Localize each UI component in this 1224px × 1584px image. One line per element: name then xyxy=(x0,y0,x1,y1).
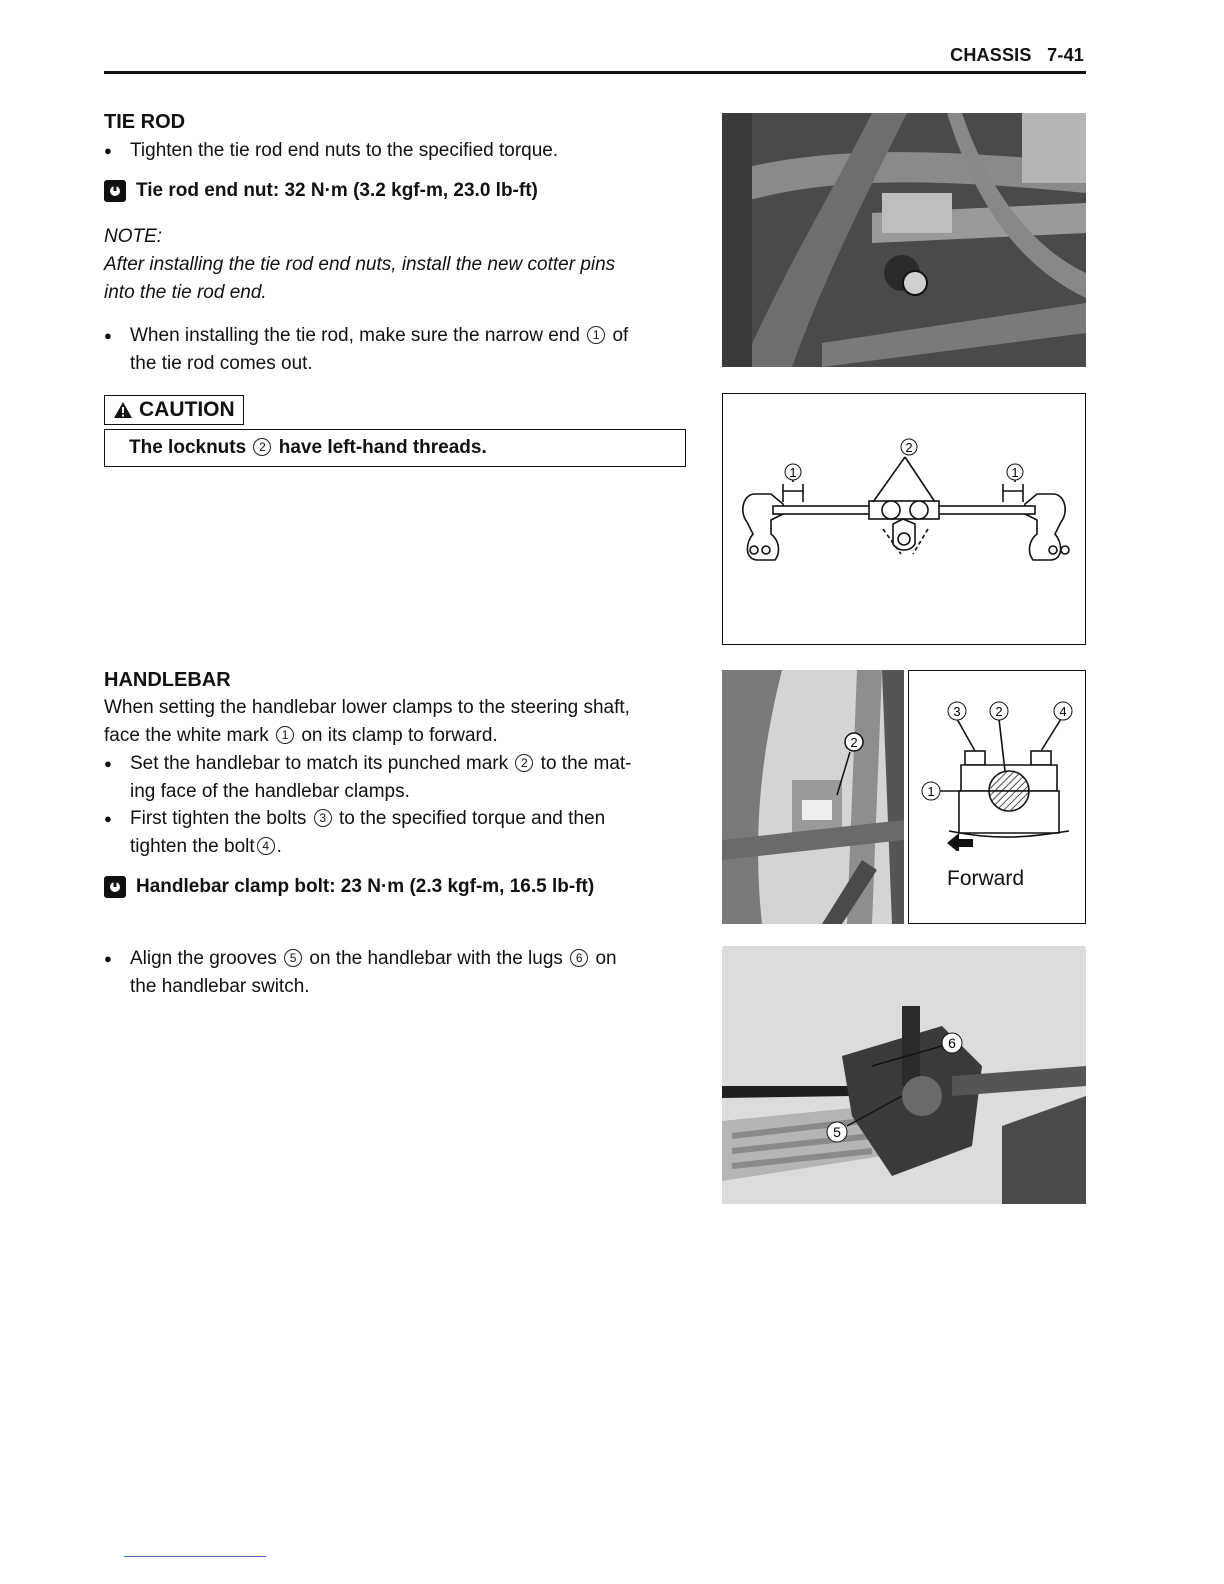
header-rule xyxy=(104,71,1086,74)
handlebar-bullet-2-text-c: tighten the bolt xyxy=(130,836,255,857)
diagram-marker-1: 1 xyxy=(927,784,935,799)
marker-5: 5 xyxy=(284,949,302,967)
note-line-1: After installing the tie rod end nuts, install the new cotter pins xyxy=(104,254,616,275)
caution-text-b: have left-hand threads. xyxy=(278,437,487,458)
tie-rod-bullet-1 xyxy=(104,137,688,165)
diagram-marker-1-right: 1 xyxy=(1011,465,1019,480)
tie-rod-torque-spec xyxy=(104,180,538,202)
forward-label: Forward xyxy=(947,867,1025,890)
header-section: CHASSIS xyxy=(950,45,1032,65)
handlebar-torque-text: Handlebar clamp bolt: 23 N·m (2.3 kgf-m, 16.5 lb-ft) xyxy=(136,876,595,897)
handlebar-intro-text-a: face the white mark xyxy=(104,725,269,746)
caution-tag xyxy=(104,395,244,425)
tie-rod-diagram xyxy=(722,393,1086,645)
handlebar-intro-line-2 xyxy=(104,722,688,750)
tie-rod-heading: TIE ROD xyxy=(104,111,186,133)
handlebar-clamp-diagram xyxy=(908,670,1086,924)
handlebar-bullet-2-text-a: First tighten the bolts xyxy=(130,808,307,829)
caution-text-a: The locknuts xyxy=(129,437,247,458)
handlebar-bullet-1-text-a: Set the handlebar to match its punched mark xyxy=(130,753,509,774)
tie-rod-bullet-1-text: Tighten the tie rod end nuts to the specified torque. xyxy=(130,140,559,161)
warning-triangle-icon xyxy=(113,401,133,419)
tie-rod-bullet-2-text-a: When installing the tie rod, make sure the narrow end xyxy=(130,325,580,346)
note-heading: NOTE: xyxy=(104,226,163,247)
handlebar-intro-line-1: When setting the handlebar lower clamps to the steering shaft, xyxy=(104,697,630,718)
handlebar-torque-spec xyxy=(104,876,594,898)
photo-marker-2: 2 xyxy=(850,735,858,750)
diagram-marker-2: 2 xyxy=(995,704,1003,719)
marker-2: 2 xyxy=(515,754,533,772)
photo-marker-6: 6 xyxy=(948,1035,956,1051)
diagram-marker-1-left: 1 xyxy=(789,465,797,480)
tie-rod-photo xyxy=(722,113,1086,367)
marker-1: 1 xyxy=(587,326,605,344)
diagram-marker-2: 2 xyxy=(905,440,913,455)
forward-arrow-icon xyxy=(947,833,973,851)
note-text xyxy=(104,251,690,307)
marker-1: 1 xyxy=(276,726,294,744)
marker-2: 2 xyxy=(253,438,271,456)
tie-rod-bullet-2-text-b: of xyxy=(612,325,629,346)
handlebar-bullet-2-text-b: to the specified torque and then xyxy=(338,808,606,829)
marker-6: 6 xyxy=(570,949,588,967)
caution-box xyxy=(104,429,686,467)
handlebar-switch-photo xyxy=(722,946,1086,1204)
marker-4: 4 xyxy=(257,837,275,855)
handlebar-clamp-photo xyxy=(722,670,904,924)
note-line-2: into the tie rod end. xyxy=(104,282,267,303)
handlebar-bullet-2-text-d: . xyxy=(276,836,282,857)
diagram-marker-4: 4 xyxy=(1059,704,1067,719)
caution-label: CAUTION xyxy=(139,398,235,421)
header-page-number: 7-41 xyxy=(1047,45,1084,65)
handlebar-bullet-3 xyxy=(104,945,688,1001)
handlebar-bullet-2 xyxy=(104,805,688,861)
tie-rod-torque-text: Tie rod end nut: 32 N·m (3.2 kgf-m, 23.0 lb-ft) xyxy=(136,180,538,201)
handlebar-bullet-3-text-d: the handlebar switch. xyxy=(130,976,310,997)
handlebar-intro-text-b: on its clamp to forward. xyxy=(301,725,498,746)
diagram-marker-3: 3 xyxy=(953,704,961,719)
handlebar-heading: HANDLEBAR xyxy=(104,669,231,691)
tie-rod-bullet-2-text-c: the tie rod comes out. xyxy=(130,353,313,374)
marker-3: 3 xyxy=(314,809,332,827)
tie-rod-bullet-2 xyxy=(104,322,688,378)
page-header xyxy=(950,45,1084,66)
handlebar-bullet-3-text-b: on the handlebar with the lugs xyxy=(309,948,563,969)
handlebar-bullet-1-text-b: to the mat- xyxy=(540,753,632,774)
torque-wrench-icon xyxy=(104,180,126,202)
torque-wrench-icon xyxy=(104,876,126,898)
handlebar-intro xyxy=(104,694,688,750)
handlebar-bullet-1 xyxy=(104,750,688,806)
photo-marker-5: 5 xyxy=(833,1124,841,1140)
handlebar-bullet-1-text-c: ing face of the handlebar clamps. xyxy=(130,781,410,802)
handlebar-bullet-3-text-c: on xyxy=(595,948,617,969)
bottom-rule xyxy=(124,1556,266,1557)
handlebar-bullet-3-text-a: Align the grooves xyxy=(130,948,277,969)
